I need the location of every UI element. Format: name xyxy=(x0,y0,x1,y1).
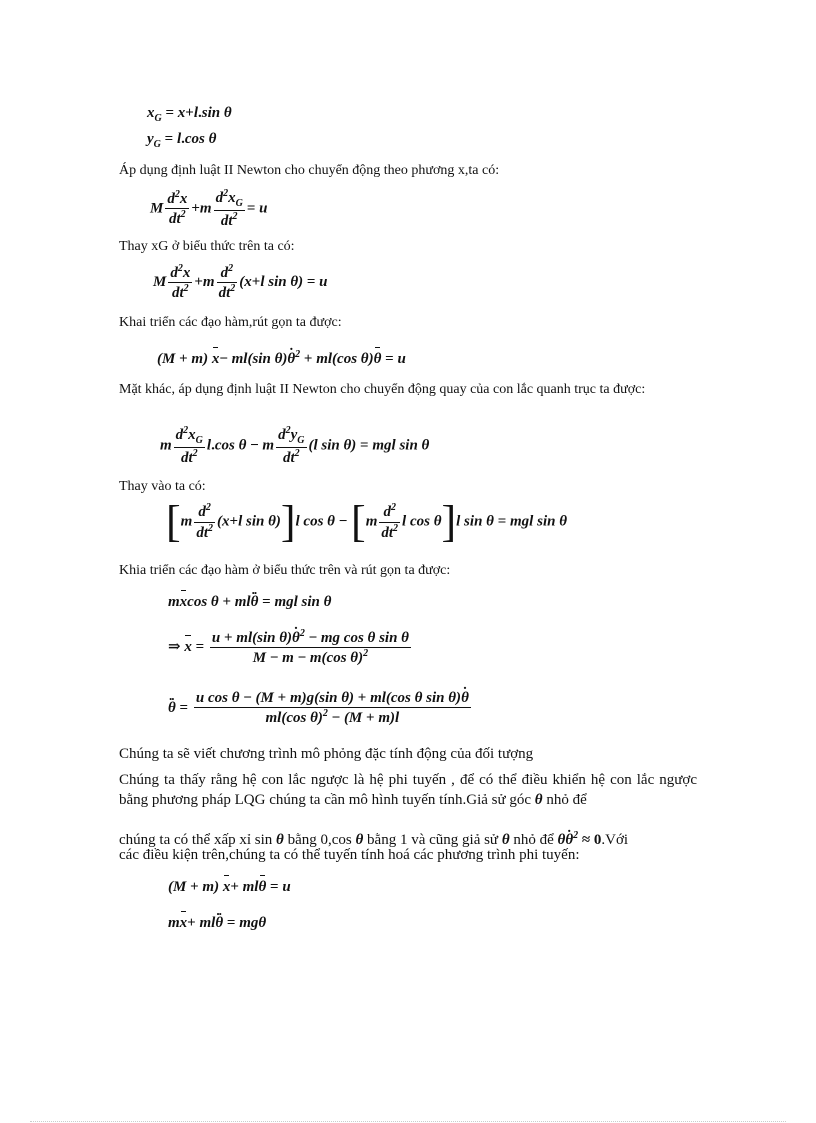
paragraph-newton-rotation: Mặt khác, áp dụng định luật II Newton cho chuyển động quay của con lắc quanh trục ta được: xyxy=(119,382,646,397)
equation-linear-2: mx+ ml.. θ = mgθ xyxy=(168,916,266,931)
theta-symbol: θ xyxy=(501,832,510,848)
equation-linear-1: (M + m) x+ mlθ = u xyxy=(168,879,291,895)
approx-zero: ≈ 0 xyxy=(581,832,602,848)
equation-substituted: M $\frac{d^2x}{dt^2}$ +m $\frac{d^2}{dt^2}$ (x+l sin θ) = u xyxy=(153,263,328,302)
equation-x-accel: ⇒ x = $\frac{u + ml(\sin \theta). \theta^2 - mg \cos \theta \sin \theta}{M - m - m(\cos \theta)^2}$ xyxy=(168,628,413,668)
equation-expanded: (M + m) x− ml(sin θ). $\theta^2 + ml(\cos$ θ)θ = u xyxy=(157,350,406,367)
paragraph-substitute-xg: Thay xG ở biểu thức trên ta có: xyxy=(119,239,295,254)
approx-text-3: bằng 1 và cũng giả sử xyxy=(367,832,499,848)
paragraph-approximation: chúng ta có thể xấp xỉ sin θ bằng 0,cos θ bằng 1 và cũng giả sử θ nhỏ để θ. $\theta^2$ ≈ 0.Với xyxy=(119,826,697,850)
approx-text-4: nhỏ để xyxy=(513,832,554,848)
approx-text-5: .Với xyxy=(601,832,629,848)
linearization-text-1: Chúng ta thấy rằng hệ con lắc ngược là hệ phi tuyến , để có thể điều khiển hệ con lắc ngược bằng phương pháp LQG chúng ta cần mô hình tuyến tính.Giả sử góc xyxy=(119,772,697,808)
approx-text-1: chúng ta có thể xấp xỉ sin xyxy=(119,832,273,848)
paragraph-conditions: các điều kiện trên,chúng ta có thể tuyến tính hoá các phương trình phi tuyến: xyxy=(119,847,580,863)
equation-bracketed: [m $\frac{d^2}{dt^2}$ (x+l sin θ)]l cos θ − [m $\frac{d^2}{dt^2}$ l cos θ]l sin θ = mgl sin θ xyxy=(166,497,567,546)
equation-newton-x: M $\frac{d^2x}{dt^2}$ +m $\frac{d^2x_G}{dt^2}$ = u xyxy=(150,188,268,229)
theta-symbol: θ xyxy=(276,832,284,848)
equation-theta-accel: .. θ = $\frac{\text{u cos θ − (M + m)g(sin θ) + ml(cos θ sin θ). θ}}{ml(\cos \theta)^2 - (M + m)l}$ xyxy=(168,690,473,728)
equation-xg: $x_G = x+l.\sin$ θ xyxy=(147,105,232,124)
paragraph-expand-derivatives: Khai triển các đạo hàm,rút gọn ta được: xyxy=(119,315,342,330)
paragraph-linearization xyxy=(119,770,697,810)
page-bottom-border xyxy=(30,1121,786,1122)
linearization-text-2: nhỏ để xyxy=(546,792,587,808)
paragraph-substitute: Thay vào ta có: xyxy=(119,479,206,494)
paragraph-newton-x: Áp dụng định luật II Newton cho chuyển động theo phương x,ta có: xyxy=(119,163,500,178)
paragraph-expand-again: Khia triển các đạo hàm ở biểu thức trên và rút gọn ta được: xyxy=(119,563,451,578)
theta-symbol: θ xyxy=(355,832,364,848)
equation-yg: $y_G = l.\cos$ θ xyxy=(147,131,217,150)
paragraph-simulation: Chúng ta sẽ viết chương trình mô phỏng đặc tính động của đối tượng xyxy=(119,746,534,762)
approx-text-2: bằng 0,cos xyxy=(287,832,352,848)
equation-simplified: mxcos θ + ml.. θ = mgl sin θ xyxy=(168,595,331,610)
equation-rotation: m $\frac{d^2x_G}{dt^2}$ l.cos θ − m $\frac{d^2y_G}{dt^2}$ (l sin θ) = mgl sin θ xyxy=(160,425,430,466)
theta-symbol: θ xyxy=(534,792,543,808)
